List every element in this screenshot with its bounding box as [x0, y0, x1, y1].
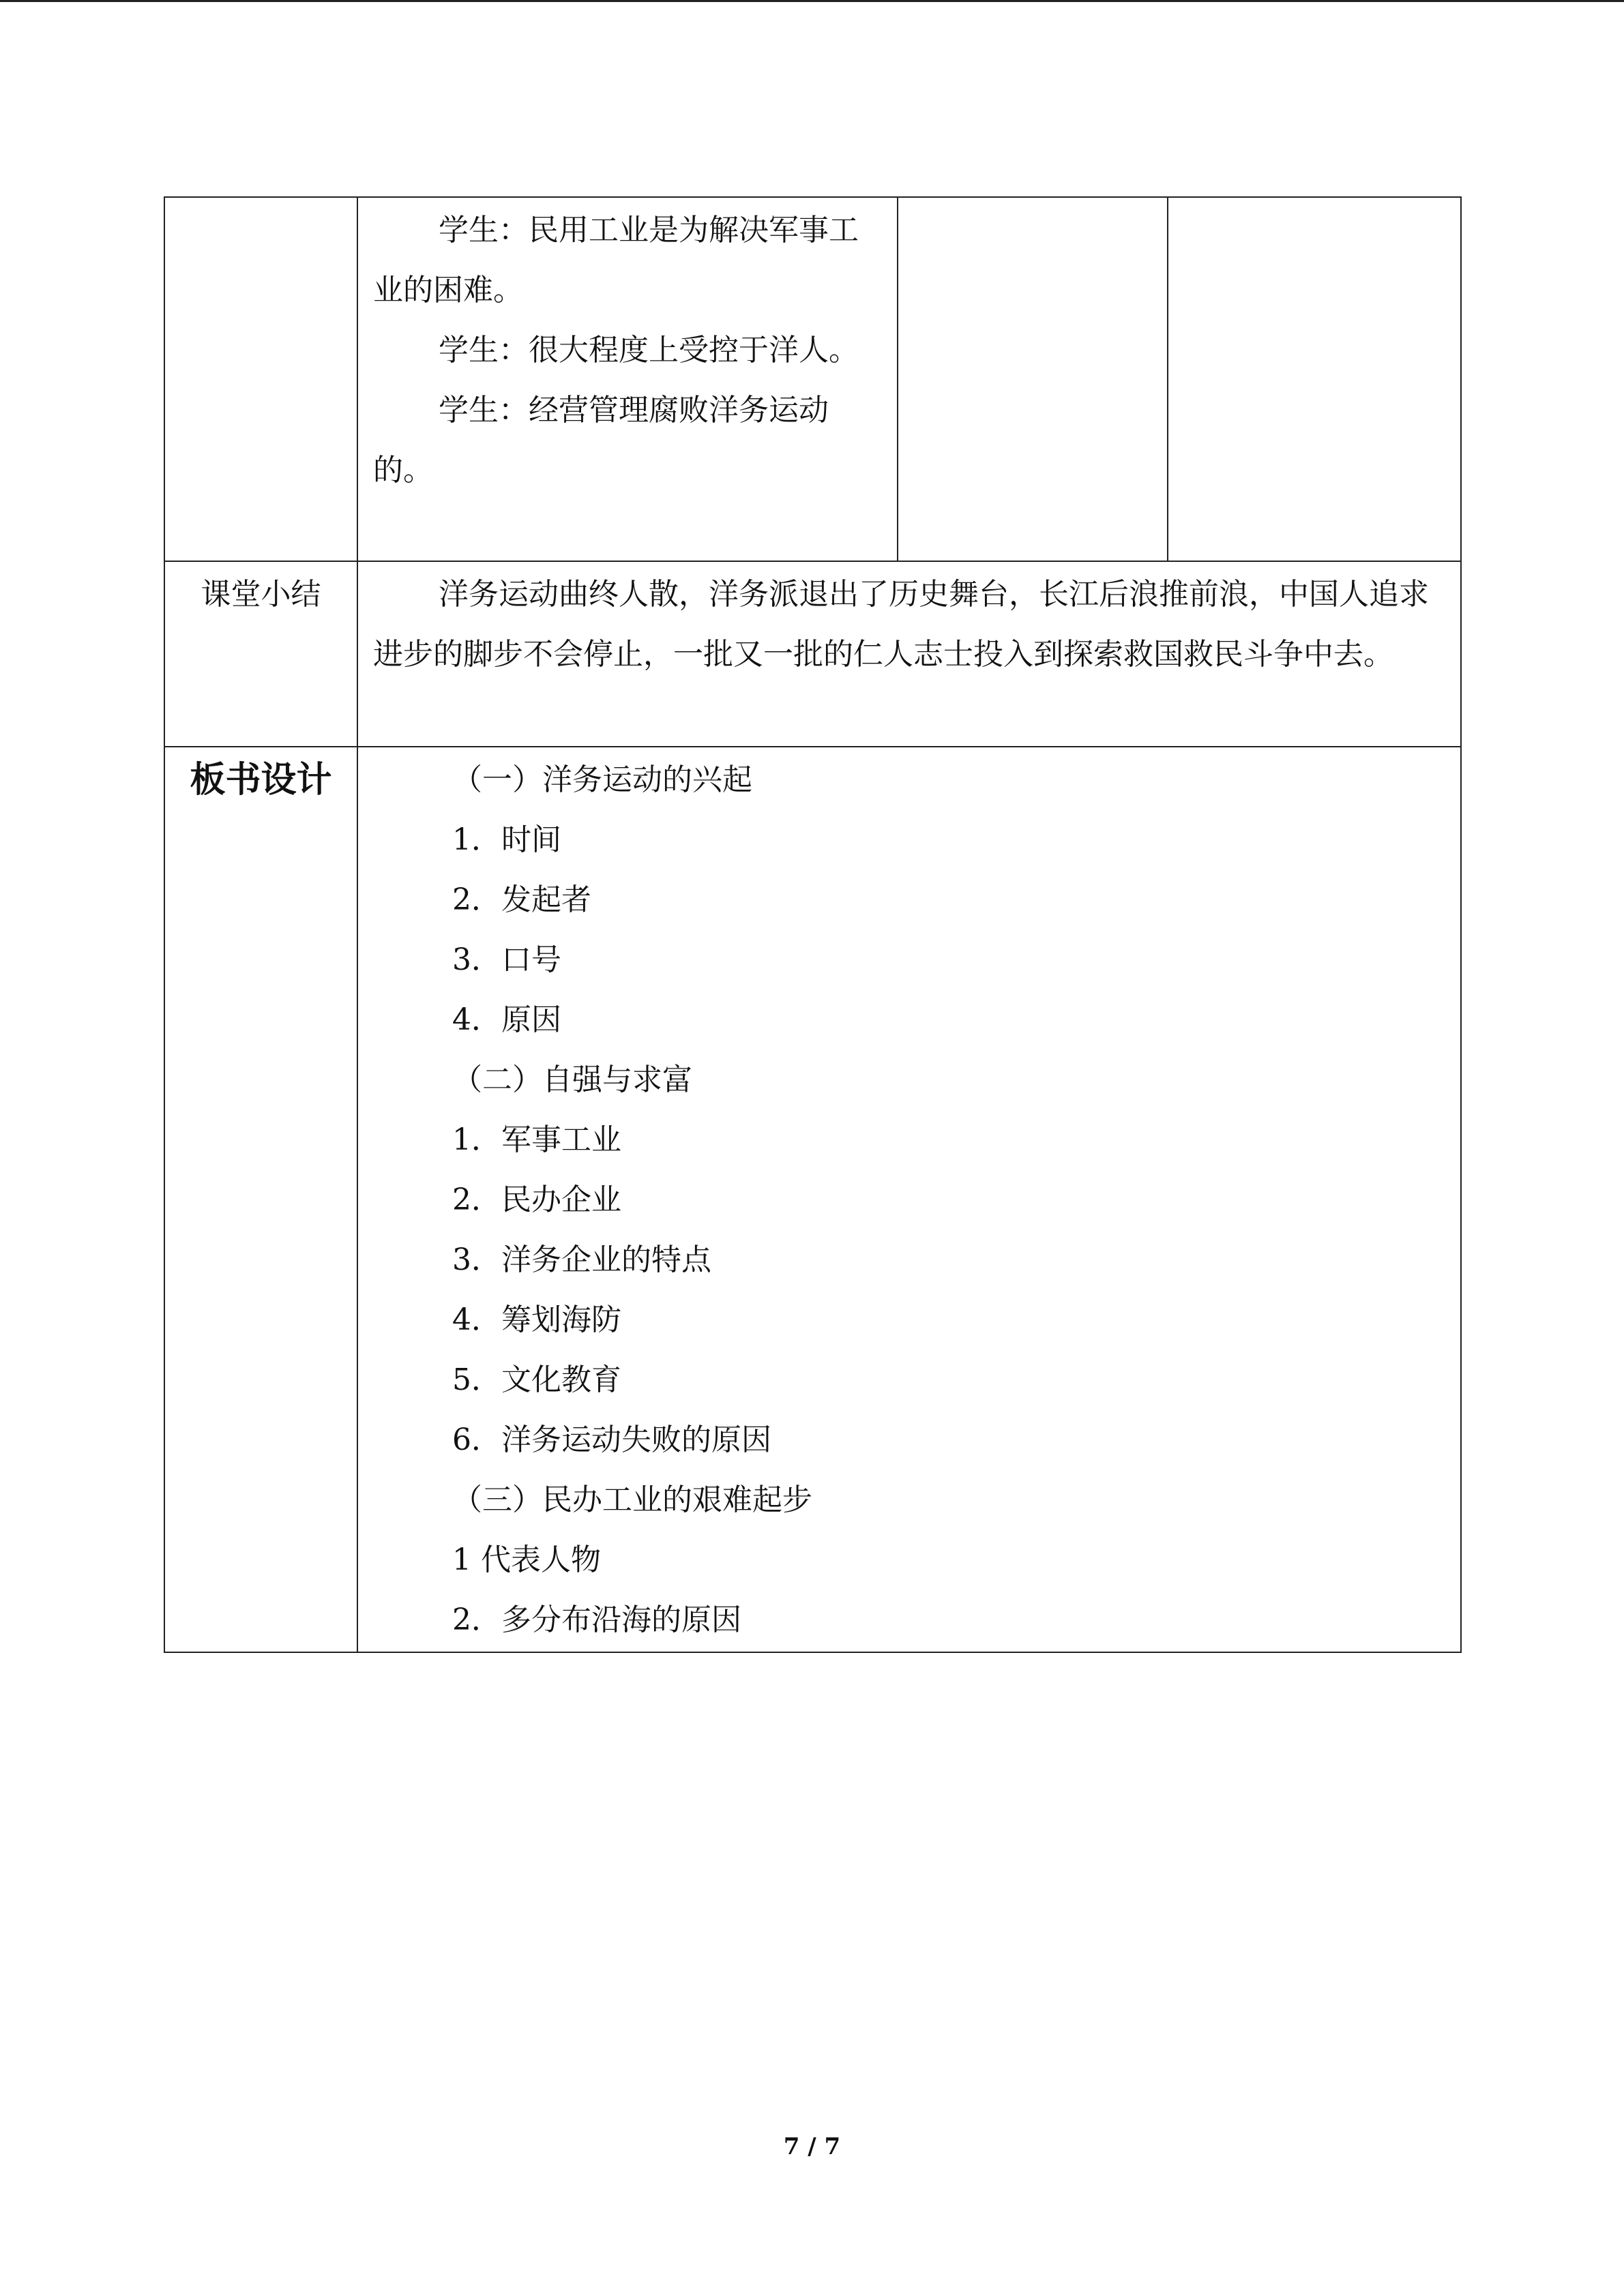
- student-responses-cell: [357, 197, 898, 561]
- board-item: 3．口号: [452, 942, 561, 977]
- board-design-label-cell: [164, 747, 357, 1652]
- empty-cell: [898, 197, 1168, 561]
- board-design-label: 板书设计: [190, 760, 332, 801]
- table-row: [164, 747, 1461, 1652]
- empty-cell: [1168, 197, 1461, 561]
- board-item: 1．时间: [452, 822, 561, 857]
- board-design-cell: [357, 747, 1461, 1652]
- student-response: 学生：经营管理腐败洋务运动的。: [373, 393, 829, 488]
- board-heading: （三）民办工业的艰难起步: [452, 1482, 812, 1517]
- row-label-empty: [164, 197, 357, 561]
- board-item: 2．民办企业: [452, 1182, 621, 1217]
- page-number: 7 / 7: [783, 2133, 841, 2160]
- board-item: 6．洋务运动失败的原因: [452, 1422, 771, 1457]
- board-heading: （二）自强与求富: [452, 1062, 692, 1097]
- table-row: [164, 197, 1461, 561]
- board-item: 1．军事工业: [452, 1122, 621, 1157]
- summary-label: 课堂小结: [164, 561, 357, 747]
- board-item: 4．原因: [452, 1002, 561, 1037]
- board-item: 3．洋务企业的特点: [452, 1242, 711, 1277]
- lesson-plan-table: [164, 196, 1462, 1653]
- board-heading: （一）洋务运动的兴起: [452, 762, 752, 797]
- board-item: 4．筹划海防: [452, 1302, 621, 1337]
- summary-text: 洋务运动曲终人散，洋务派退出了历史舞台，长江后浪推前浪，中国人追求进步的脚步不会停止，一批又一批的仁人志士投入到探索救国救民斗争中去。: [373, 577, 1429, 672]
- board-item: 1 代表人物: [452, 1542, 601, 1577]
- board-item: 2．多分布沿海的原因: [452, 1602, 741, 1637]
- student-response: 学生：很大程度上受控于洋人。: [439, 333, 859, 368]
- board-item: 2．发起者: [452, 882, 591, 917]
- student-response: 学生：民用工业是为解决军事工业的困难。: [373, 213, 859, 308]
- summary-cell: [357, 561, 1461, 747]
- table-row: [164, 561, 1461, 747]
- board-item: 5．文化教育: [452, 1362, 621, 1397]
- page-top-border: [0, 0, 1624, 2]
